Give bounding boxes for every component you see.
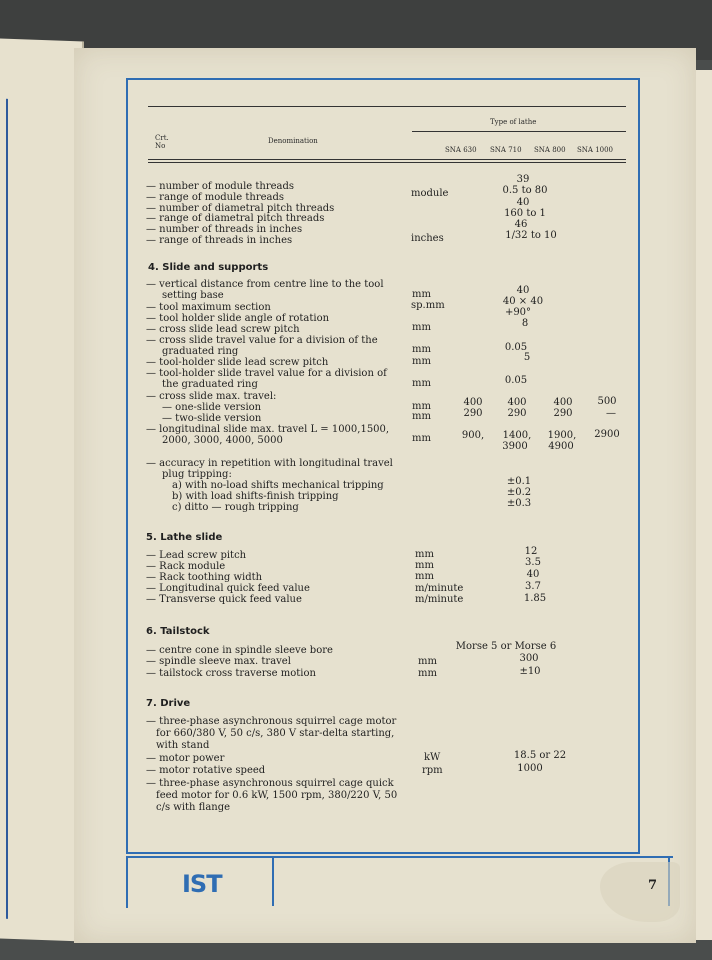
one-slide-sna630: 400 [463, 397, 483, 408]
spec-label: — Rack module [146, 561, 226, 572]
spec-unit: mm [412, 411, 431, 422]
spec-label: — tool maximum section [146, 302, 271, 313]
spec-label: feed motor for 0.6 kW, 1500 rpm, 380/220 V, 50 [156, 790, 398, 801]
section-title: 6. Tailstock [146, 626, 210, 637]
spec-value: 40 [516, 285, 530, 296]
spec-unit: mm [412, 356, 431, 367]
section-title: 5. Lathe slide [146, 532, 223, 543]
spec-label: c) ditto — rough tripping [172, 502, 299, 513]
spec-label: — three-phase asynchronous squirrel cage motor [146, 716, 397, 727]
threads-unit: module [411, 188, 449, 199]
spec-value: 12 [524, 546, 538, 557]
spec-label: — vertical distance from centre line to the tool [146, 279, 384, 290]
spec-label: graduated ring [162, 346, 239, 357]
header-rule-a [148, 159, 626, 160]
spec-unit: mm [412, 433, 431, 444]
spec-label: — spindle sleeve max. travel [146, 656, 291, 667]
spec-label: — Lead screw pitch [146, 550, 247, 561]
spec-label: — cross slide travel value for a division of the [146, 335, 378, 346]
threads-label: — number of threads in inches [146, 224, 303, 235]
threads-value: 46 [514, 219, 528, 230]
spec-value: 18.5 or 22 [513, 750, 567, 761]
two-slide-sna710: 290 [507, 408, 527, 419]
spec-unit: mm [418, 668, 437, 679]
long-travel-sna710-b: 3900 [502, 441, 528, 452]
spec-label: — longitudinal slide max. travel L = 1000,1500, [146, 424, 390, 435]
spec-label: — Transverse quick feed value [146, 594, 302, 605]
spec-unit: mm [415, 571, 434, 582]
page-number: 7 [648, 878, 658, 893]
two-slide-sna1000: — [606, 408, 616, 419]
spec-label: — centre cone in spindle sleeve bore [146, 645, 333, 656]
spec-value: Morse 5 or Morse 6 [455, 641, 557, 652]
accuracy-b: ±0.2 [506, 487, 532, 498]
spec-unit: mm [415, 560, 434, 571]
spec-label: c/s with flange [156, 802, 231, 813]
spec-label: — three-phase asynchronous squirrel cage quick [146, 778, 394, 789]
spec-label: — motor rotative speed [146, 765, 266, 776]
threads-value: 1/32 to 10 [505, 230, 557, 241]
spec-unit: mm [412, 289, 431, 300]
threads-label: — range of module threads [146, 192, 285, 203]
spec-label: plug tripping: [162, 469, 232, 480]
spec-label: a) with no-load shifts mechanical tripping [172, 480, 384, 491]
spec-label: — tool-holder slide lead screw pitch [146, 357, 329, 368]
threads-value: 160 to 1 [504, 208, 546, 219]
threads-value: 40 [516, 197, 530, 208]
spec-value: 5 [523, 352, 531, 363]
crt-label: Crt. [155, 134, 169, 142]
one-slide-sna800: 400 [553, 397, 573, 408]
spec-value: 0.05 [504, 375, 528, 386]
spec-value: 1.85 [523, 593, 547, 604]
spec-value: 300 [519, 653, 539, 664]
two-slide-sna800: 290 [553, 408, 573, 419]
spec-value: 40 [526, 569, 540, 580]
no-label: No [155, 142, 166, 150]
one-slide-sna1000: 500 [597, 396, 617, 407]
spec-label: — two-slide version [162, 413, 262, 424]
model-sna630: SNA 630 [445, 146, 477, 154]
accuracy-c: ±0.3 [506, 498, 532, 509]
spec-value: +90° [504, 307, 532, 318]
spec-unit: mm [412, 401, 431, 412]
threads-label: — number of module threads [146, 181, 295, 192]
spec-value: 3.7 [525, 581, 541, 592]
spec-label: — tailstock cross traverse motion [146, 668, 316, 679]
spec-label: — Rack toothing width [146, 572, 263, 583]
long-travel-sna630: 900, [461, 430, 485, 441]
long-travel-sna800-b: 4900 [548, 441, 574, 452]
spec-value: 3.5 [525, 557, 541, 568]
spec-value: ±10 [519, 666, 541, 677]
one-slide-sna710: 400 [507, 397, 527, 408]
spec-label: — cross slide max. travel: [146, 391, 277, 402]
spec-unit: mm [418, 656, 437, 667]
threads-label: — range of diametral pitch threads [146, 213, 325, 224]
spec-value: 0.05 [504, 342, 528, 353]
spec-label: — tool-holder slide travel value for a division of [146, 368, 387, 379]
spec-value: 1000 [517, 763, 543, 774]
spec-value: 8 [521, 318, 529, 329]
spec-label: — accuracy in repetition with longitudinal travel [146, 458, 393, 469]
spec-unit: mm [412, 322, 431, 333]
spec-unit: sp.mm [411, 300, 445, 311]
spec-label: — motor power [146, 753, 225, 764]
spec-unit: mm [415, 549, 434, 560]
threads-value: 39 [516, 174, 530, 185]
spec-unit: kW [424, 752, 441, 763]
threads-label: — range of threads in inches [146, 235, 293, 246]
model-sna800: SNA 800 [534, 146, 566, 154]
page-footer [126, 856, 673, 908]
accuracy-a: ±0.1 [506, 476, 532, 487]
spec-unit: m/minute [415, 594, 464, 605]
spec-label: with stand [156, 740, 210, 751]
two-slide-sna630: 290 [463, 408, 483, 419]
header-rule-top [148, 106, 626, 107]
header-rule-mid [412, 131, 626, 132]
denomination-label: Denomination [268, 137, 318, 145]
left-page-frame-strip [0, 99, 8, 919]
spec-label: — cross slide lead screw pitch [146, 324, 300, 335]
spec-label: setting base [162, 290, 224, 301]
spec-label: for 660/380 V, 50 c/s, 380 V star-delta starting, [156, 728, 395, 739]
spec-unit: mm [412, 344, 431, 355]
spec-unit: mm [412, 378, 431, 389]
long-travel-sna710: 1400, [502, 430, 532, 441]
section-title: 4. Slide and supports [148, 262, 269, 273]
spec-label: — tool holder slide angle of rotation [146, 313, 330, 324]
header-rule-b [148, 162, 626, 163]
section-title: 7. Drive [146, 698, 191, 709]
spec-label: b) with load shifts-finish tripping [172, 491, 339, 502]
threads-unit: inches [411, 233, 444, 244]
model-sna1000: SNA 1000 [577, 146, 614, 154]
spec-unit: m/minute [415, 583, 464, 594]
spec-label: — one-slide version [162, 402, 262, 413]
model-sna710: SNA 710 [490, 146, 522, 154]
long-travel-sna1000: 2900 [594, 429, 620, 440]
left-page-edge [0, 39, 84, 942]
ist-logo: IST [182, 870, 222, 898]
threads-label: — number of diametral pitch threads [146, 203, 335, 214]
threads-value: 0.5 to 80 [502, 185, 548, 196]
long-travel-sna800: 1900, [547, 430, 577, 441]
type-of-lathe-label: Type of lathe [490, 118, 537, 126]
spec-label: 2000, 3000, 4000, 5000 [162, 435, 283, 446]
spec-unit: rpm [422, 765, 443, 776]
spec-label: the graduated ring [162, 379, 258, 390]
spec-label: — Longitudinal quick feed value [146, 583, 310, 594]
logo-box [128, 858, 274, 906]
spec-value: 40 × 40 [502, 296, 544, 307]
